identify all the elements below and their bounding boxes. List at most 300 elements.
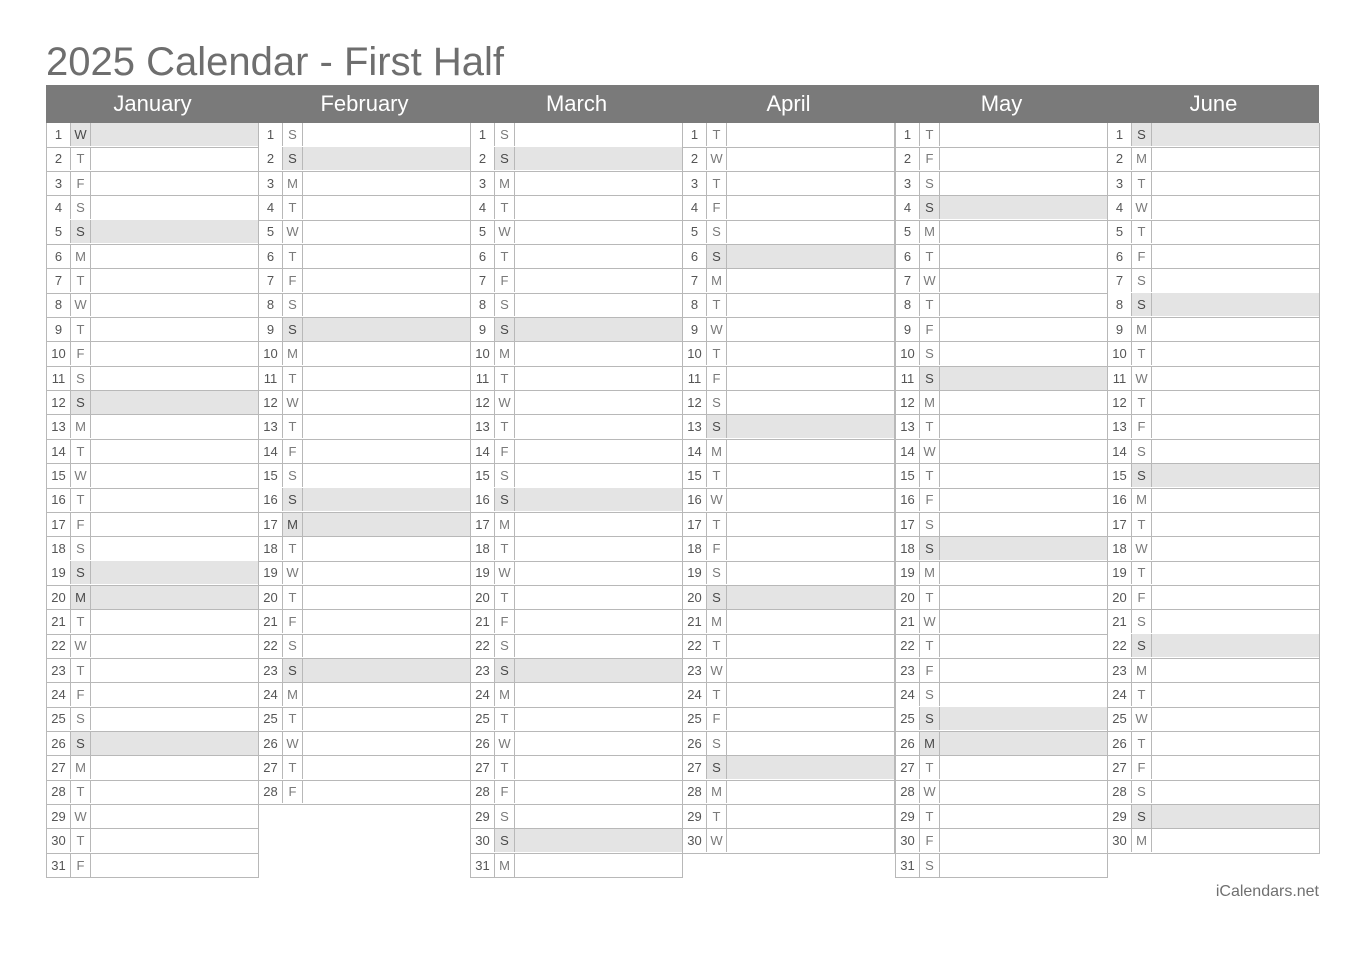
day-note-cell[interactable] [940, 854, 1107, 877]
day-row[interactable] [895, 537, 1108, 562]
day-note-cell[interactable] [940, 513, 1107, 536]
day-row[interactable] [1107, 513, 1320, 538]
day-row[interactable] [258, 732, 471, 757]
day-note-cell[interactable] [727, 367, 894, 390]
day-row[interactable] [258, 659, 471, 684]
day-row[interactable] [46, 488, 259, 513]
day-row[interactable] [895, 220, 1108, 245]
day-note-cell[interactable] [1152, 440, 1319, 463]
day-row[interactable] [46, 269, 259, 294]
day-row[interactable] [258, 780, 471, 805]
day-note-cell[interactable] [303, 123, 470, 146]
day-note-cell[interactable] [727, 537, 894, 560]
day-note-cell[interactable] [727, 318, 894, 341]
day-row[interactable] [1107, 780, 1320, 805]
day-row[interactable] [682, 610, 895, 635]
day-note-cell[interactable] [91, 780, 258, 803]
day-row[interactable] [895, 732, 1108, 757]
day-row[interactable] [895, 269, 1108, 294]
day-note-cell[interactable] [303, 367, 470, 390]
day-note-cell[interactable] [515, 756, 682, 779]
day-note-cell[interactable] [303, 488, 470, 511]
day-note-cell[interactable] [1152, 391, 1319, 414]
day-note-cell[interactable] [91, 659, 258, 682]
day-note-cell[interactable] [1152, 756, 1319, 779]
day-note-cell[interactable] [727, 586, 894, 609]
day-note-cell[interactable] [727, 659, 894, 682]
day-note-cell[interactable] [91, 610, 258, 633]
day-note-cell[interactable] [91, 440, 258, 463]
day-row[interactable] [258, 586, 471, 611]
day-row[interactable] [470, 269, 683, 294]
day-note-cell[interactable] [91, 488, 258, 511]
day-row[interactable] [1107, 586, 1320, 611]
day-row[interactable] [258, 293, 471, 318]
day-row[interactable] [46, 172, 259, 197]
day-note-cell[interactable] [940, 464, 1107, 487]
day-note-cell[interactable] [91, 707, 258, 730]
day-row[interactable] [258, 172, 471, 197]
day-row[interactable] [470, 683, 683, 708]
day-row[interactable] [682, 415, 895, 440]
day-note-cell[interactable] [940, 537, 1107, 560]
day-row[interactable] [1107, 220, 1320, 245]
day-note-cell[interactable] [940, 634, 1107, 657]
day-row[interactable] [895, 147, 1108, 172]
day-note-cell[interactable] [727, 269, 894, 292]
day-row[interactable] [470, 513, 683, 538]
day-row[interactable] [682, 147, 895, 172]
day-row[interactable] [46, 342, 259, 367]
day-row[interactable] [895, 172, 1108, 197]
day-note-cell[interactable] [1152, 780, 1319, 803]
day-note-cell[interactable] [1152, 488, 1319, 511]
day-row[interactable] [1107, 464, 1320, 489]
day-note-cell[interactable] [727, 220, 894, 243]
day-note-cell[interactable] [91, 196, 258, 219]
day-row[interactable] [470, 391, 683, 416]
day-row[interactable] [46, 537, 259, 562]
day-note-cell[interactable] [940, 391, 1107, 414]
day-row[interactable] [258, 610, 471, 635]
day-row[interactable] [46, 634, 259, 659]
day-note-cell[interactable] [303, 756, 470, 779]
day-note-cell[interactable] [940, 245, 1107, 268]
day-note-cell[interactable] [940, 610, 1107, 633]
day-note-cell[interactable] [940, 756, 1107, 779]
day-row[interactable] [895, 683, 1108, 708]
day-note-cell[interactable] [91, 513, 258, 536]
day-row[interactable] [46, 440, 259, 465]
day-row[interactable] [1107, 659, 1320, 684]
day-note-cell[interactable] [1152, 367, 1319, 390]
day-note-cell[interactable] [1152, 464, 1319, 487]
day-note-cell[interactable] [303, 586, 470, 609]
day-note-cell[interactable] [303, 537, 470, 560]
day-note-cell[interactable] [727, 245, 894, 268]
day-note-cell[interactable] [1152, 610, 1319, 633]
day-note-cell[interactable] [727, 683, 894, 706]
day-row[interactable] [895, 659, 1108, 684]
day-note-cell[interactable] [1152, 683, 1319, 706]
day-note-cell[interactable] [515, 732, 682, 755]
day-note-cell[interactable] [940, 196, 1107, 219]
day-row[interactable] [470, 293, 683, 318]
day-row[interactable] [895, 245, 1108, 270]
day-row[interactable] [1107, 293, 1320, 318]
day-note-cell[interactable] [940, 440, 1107, 463]
day-row[interactable] [895, 561, 1108, 586]
day-note-cell[interactable] [1152, 537, 1319, 560]
day-row[interactable] [1107, 756, 1320, 781]
day-note-cell[interactable] [1152, 318, 1319, 341]
day-row[interactable] [470, 318, 683, 343]
day-row[interactable] [895, 854, 1108, 879]
day-row[interactable] [258, 464, 471, 489]
day-note-cell[interactable] [940, 586, 1107, 609]
day-note-cell[interactable] [727, 829, 894, 852]
day-note-cell[interactable] [727, 805, 894, 828]
day-note-cell[interactable] [940, 342, 1107, 365]
day-row[interactable] [1107, 683, 1320, 708]
day-row[interactable] [895, 196, 1108, 221]
day-note-cell[interactable] [303, 780, 470, 803]
day-note-cell[interactable] [303, 659, 470, 682]
day-note-cell[interactable] [515, 780, 682, 803]
day-note-cell[interactable] [303, 707, 470, 730]
day-row[interactable] [258, 537, 471, 562]
day-row[interactable] [258, 147, 471, 172]
day-note-cell[interactable] [303, 391, 470, 414]
day-note-cell[interactable] [1152, 634, 1319, 657]
day-row[interactable] [682, 342, 895, 367]
day-row[interactable] [1107, 147, 1320, 172]
day-note-cell[interactable] [303, 342, 470, 365]
day-row[interactable] [470, 659, 683, 684]
day-row[interactable] [470, 342, 683, 367]
day-row[interactable] [470, 415, 683, 440]
day-note-cell[interactable] [515, 269, 682, 292]
day-row[interactable] [470, 464, 683, 489]
day-row[interactable] [682, 732, 895, 757]
day-note-cell[interactable] [515, 683, 682, 706]
day-row[interactable] [258, 634, 471, 659]
day-row[interactable] [470, 707, 683, 732]
day-note-cell[interactable] [91, 561, 258, 584]
day-row[interactable] [46, 659, 259, 684]
day-row[interactable] [682, 707, 895, 732]
day-row[interactable] [470, 488, 683, 513]
day-note-cell[interactable] [727, 707, 894, 730]
day-row[interactable] [1107, 561, 1320, 586]
day-row[interactable] [895, 464, 1108, 489]
day-row[interactable] [46, 245, 259, 270]
day-row[interactable] [895, 780, 1108, 805]
day-note-cell[interactable] [940, 367, 1107, 390]
day-note-cell[interactable] [91, 220, 258, 243]
day-row[interactable] [895, 123, 1108, 148]
day-note-cell[interactable] [1152, 659, 1319, 682]
day-row[interactable] [470, 780, 683, 805]
day-row[interactable] [46, 756, 259, 781]
day-row[interactable] [46, 707, 259, 732]
day-row[interactable] [46, 147, 259, 172]
day-row[interactable] [1107, 732, 1320, 757]
day-note-cell[interactable] [940, 659, 1107, 682]
day-note-cell[interactable] [727, 123, 894, 146]
day-row[interactable] [470, 196, 683, 221]
day-note-cell[interactable] [91, 464, 258, 487]
day-row[interactable] [682, 293, 895, 318]
day-note-cell[interactable] [940, 318, 1107, 341]
day-row[interactable] [1107, 440, 1320, 465]
day-note-cell[interactable] [1152, 513, 1319, 536]
day-row[interactable] [682, 586, 895, 611]
day-row[interactable] [470, 732, 683, 757]
day-note-cell[interactable] [303, 196, 470, 219]
day-note-cell[interactable] [91, 537, 258, 560]
day-note-cell[interactable] [91, 586, 258, 609]
day-note-cell[interactable] [1152, 245, 1319, 268]
day-note-cell[interactable] [515, 829, 682, 852]
day-note-cell[interactable] [515, 610, 682, 633]
day-note-cell[interactable] [515, 318, 682, 341]
day-note-cell[interactable] [940, 415, 1107, 438]
day-note-cell[interactable] [1152, 123, 1319, 146]
day-note-cell[interactable] [1152, 172, 1319, 195]
day-row[interactable] [46, 196, 259, 221]
day-note-cell[interactable] [1152, 707, 1319, 730]
day-note-cell[interactable] [940, 123, 1107, 146]
day-row[interactable] [682, 269, 895, 294]
day-row[interactable] [46, 683, 259, 708]
day-row[interactable] [895, 367, 1108, 392]
day-row[interactable] [1107, 367, 1320, 392]
day-row[interactable] [46, 732, 259, 757]
day-row[interactable] [470, 586, 683, 611]
day-note-cell[interactable] [940, 488, 1107, 511]
day-row[interactable] [895, 318, 1108, 343]
day-note-cell[interactable] [515, 440, 682, 463]
day-note-cell[interactable] [1152, 293, 1319, 316]
day-note-cell[interactable] [303, 415, 470, 438]
day-row[interactable] [682, 513, 895, 538]
day-row[interactable] [470, 440, 683, 465]
day-row[interactable] [682, 488, 895, 513]
day-note-cell[interactable] [91, 415, 258, 438]
day-row[interactable] [1107, 245, 1320, 270]
day-note-cell[interactable] [727, 415, 894, 438]
day-note-cell[interactable] [515, 293, 682, 316]
day-note-cell[interactable] [940, 147, 1107, 170]
day-note-cell[interactable] [91, 123, 258, 146]
day-row[interactable] [470, 610, 683, 635]
day-note-cell[interactable] [515, 513, 682, 536]
day-row[interactable] [258, 488, 471, 513]
day-note-cell[interactable] [727, 610, 894, 633]
day-row[interactable] [1107, 829, 1320, 854]
day-note-cell[interactable] [91, 293, 258, 316]
day-row[interactable] [682, 123, 895, 148]
day-row[interactable] [895, 391, 1108, 416]
day-row[interactable] [895, 805, 1108, 830]
day-row[interactable] [470, 537, 683, 562]
day-row[interactable] [470, 829, 683, 854]
day-row[interactable] [258, 318, 471, 343]
day-note-cell[interactable] [515, 342, 682, 365]
day-note-cell[interactable] [940, 829, 1107, 852]
day-row[interactable] [258, 367, 471, 392]
day-note-cell[interactable] [515, 537, 682, 560]
day-row[interactable] [258, 440, 471, 465]
day-note-cell[interactable] [91, 391, 258, 414]
day-row[interactable] [1107, 172, 1320, 197]
day-row[interactable] [682, 464, 895, 489]
day-note-cell[interactable] [515, 805, 682, 828]
day-row[interactable] [46, 123, 259, 148]
day-row[interactable] [470, 245, 683, 270]
day-note-cell[interactable] [515, 854, 682, 877]
day-row[interactable] [46, 415, 259, 440]
day-note-cell[interactable] [1152, 586, 1319, 609]
day-note-cell[interactable] [727, 196, 894, 219]
day-row[interactable] [46, 513, 259, 538]
day-note-cell[interactable] [940, 220, 1107, 243]
day-note-cell[interactable] [940, 561, 1107, 584]
day-note-cell[interactable] [940, 732, 1107, 755]
day-row[interactable] [46, 854, 259, 879]
day-note-cell[interactable] [515, 659, 682, 682]
day-row[interactable] [682, 756, 895, 781]
day-row[interactable] [258, 196, 471, 221]
day-row[interactable] [46, 561, 259, 586]
day-row[interactable] [470, 123, 683, 148]
day-row[interactable] [682, 172, 895, 197]
day-row[interactable] [682, 440, 895, 465]
day-note-cell[interactable] [515, 561, 682, 584]
day-note-cell[interactable] [727, 756, 894, 779]
day-note-cell[interactable] [515, 488, 682, 511]
day-row[interactable] [470, 147, 683, 172]
day-row[interactable] [895, 829, 1108, 854]
day-note-cell[interactable] [515, 123, 682, 146]
day-row[interactable] [1107, 196, 1320, 221]
day-row[interactable] [258, 561, 471, 586]
day-row[interactable] [1107, 805, 1320, 830]
day-row[interactable] [470, 756, 683, 781]
day-note-cell[interactable] [303, 440, 470, 463]
day-row[interactable] [1107, 391, 1320, 416]
day-note-cell[interactable] [91, 634, 258, 657]
day-note-cell[interactable] [303, 147, 470, 170]
day-row[interactable] [258, 391, 471, 416]
day-note-cell[interactable] [91, 756, 258, 779]
day-note-cell[interactable] [727, 391, 894, 414]
day-row[interactable] [46, 464, 259, 489]
day-note-cell[interactable] [303, 293, 470, 316]
day-note-cell[interactable] [515, 196, 682, 219]
day-note-cell[interactable] [91, 805, 258, 828]
day-note-cell[interactable] [1152, 415, 1319, 438]
day-row[interactable] [895, 415, 1108, 440]
day-note-cell[interactable] [940, 707, 1107, 730]
day-row[interactable] [258, 245, 471, 270]
day-row[interactable] [258, 707, 471, 732]
day-note-cell[interactable] [91, 147, 258, 170]
day-row[interactable] [258, 415, 471, 440]
day-note-cell[interactable] [1152, 196, 1319, 219]
day-row[interactable] [895, 586, 1108, 611]
day-row[interactable] [258, 123, 471, 148]
day-note-cell[interactable] [515, 464, 682, 487]
day-note-cell[interactable] [940, 805, 1107, 828]
day-row[interactable] [1107, 537, 1320, 562]
day-row[interactable] [1107, 634, 1320, 659]
day-note-cell[interactable] [727, 172, 894, 195]
day-row[interactable] [895, 610, 1108, 635]
day-note-cell[interactable] [940, 683, 1107, 706]
day-row[interactable] [895, 756, 1108, 781]
day-note-cell[interactable] [940, 293, 1107, 316]
day-note-cell[interactable] [1152, 269, 1319, 292]
day-note-cell[interactable] [515, 172, 682, 195]
day-row[interactable] [895, 634, 1108, 659]
day-row[interactable] [682, 561, 895, 586]
day-row[interactable] [682, 245, 895, 270]
day-row[interactable] [470, 220, 683, 245]
day-note-cell[interactable] [91, 269, 258, 292]
day-note-cell[interactable] [303, 245, 470, 268]
day-row[interactable] [46, 610, 259, 635]
day-note-cell[interactable] [515, 245, 682, 268]
day-row[interactable] [1107, 342, 1320, 367]
day-row[interactable] [682, 537, 895, 562]
day-row[interactable] [470, 367, 683, 392]
day-row[interactable] [1107, 318, 1320, 343]
day-row[interactable] [895, 440, 1108, 465]
day-note-cell[interactable] [727, 147, 894, 170]
day-note-cell[interactable] [727, 634, 894, 657]
day-row[interactable] [1107, 123, 1320, 148]
day-row[interactable] [470, 172, 683, 197]
day-row[interactable] [1107, 269, 1320, 294]
day-row[interactable] [46, 586, 259, 611]
day-row[interactable] [470, 854, 683, 879]
day-row[interactable] [682, 391, 895, 416]
day-row[interactable] [470, 805, 683, 830]
day-note-cell[interactable] [91, 829, 258, 852]
day-row[interactable] [682, 634, 895, 659]
day-row[interactable] [895, 707, 1108, 732]
day-note-cell[interactable] [515, 634, 682, 657]
day-row[interactable] [46, 391, 259, 416]
day-row[interactable] [258, 342, 471, 367]
day-note-cell[interactable] [940, 172, 1107, 195]
day-row[interactable] [682, 220, 895, 245]
day-row[interactable] [1107, 488, 1320, 513]
day-note-cell[interactable] [727, 488, 894, 511]
day-note-cell[interactable] [91, 732, 258, 755]
day-row[interactable] [1107, 610, 1320, 635]
day-row[interactable] [258, 220, 471, 245]
day-row[interactable] [470, 561, 683, 586]
day-row[interactable] [682, 659, 895, 684]
day-row[interactable] [682, 196, 895, 221]
day-note-cell[interactable] [1152, 342, 1319, 365]
day-note-cell[interactable] [515, 367, 682, 390]
day-row[interactable] [46, 293, 259, 318]
day-row[interactable] [682, 780, 895, 805]
